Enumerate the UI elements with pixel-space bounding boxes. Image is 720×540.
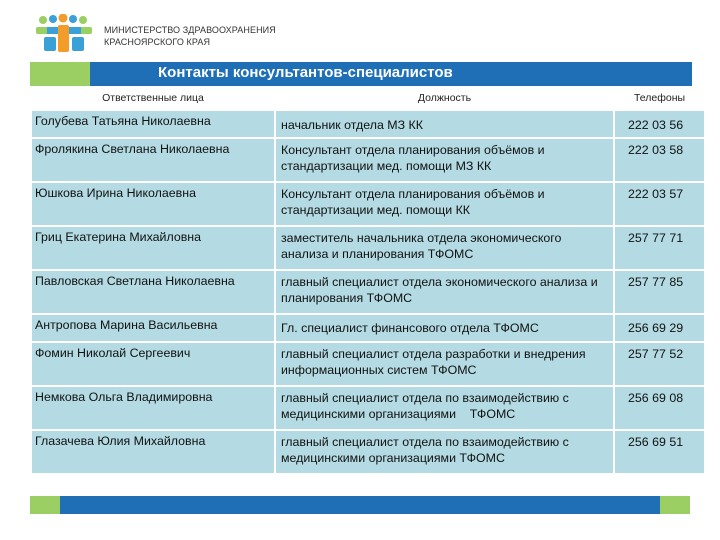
column-header-position: Должность <box>275 88 614 110</box>
contact-name: Фомин Николай Сергеевич <box>31 342 275 386</box>
contact-position: заместитель начальника отдела экономического анализа и планирования ТФОМС <box>275 226 614 270</box>
ministry-name-line1: МИНИСТЕРСТВО ЗДРАВООХРАНЕНИЯ <box>104 25 276 35</box>
contact-position: начальник отдела МЗ КК <box>275 110 614 138</box>
contact-position: главный специалист отдела по взаимодействию с медицинскими организациями ТФОМС <box>275 430 614 474</box>
contact-name: Немкова Ольга Владимировна <box>31 386 275 430</box>
table-row <box>31 342 705 386</box>
contact-name: Гриц Екатерина Михайловна <box>31 226 275 270</box>
contact-position: Консультант отдела планирования объёмов и стандартизации мед. помощи МЗ КК <box>275 138 614 182</box>
ministry-name-line2: КРАСНОЯРСКОГО КРАЯ <box>104 37 211 47</box>
contact-position: Консультант отдела планирования объёмов и стандартизации мед. помощи КК <box>275 182 614 226</box>
footer-accent-right <box>660 496 690 514</box>
contact-name: Павловская Светлана Николаевна <box>31 270 275 314</box>
footer-bar <box>60 496 660 514</box>
ministry-logo <box>36 14 92 54</box>
contact-position: главный специалист отдела экономического анализа и планирования ТФОМС <box>275 270 614 314</box>
contact-phone: 222 03 57 <box>614 182 705 226</box>
column-header-persons: Ответственные лица <box>31 88 275 110</box>
contact-name: Фролякина Светлана Николаевна <box>31 138 275 182</box>
table-row <box>31 110 705 138</box>
footer-accent-left <box>30 496 60 514</box>
contact-phone: 256 69 29 <box>614 314 705 342</box>
contact-phone: 222 03 58 <box>614 138 705 182</box>
table-header-row <box>31 88 705 110</box>
table-row <box>31 314 705 342</box>
contact-phone: 256 69 08 <box>614 386 705 430</box>
table-row <box>31 182 705 226</box>
page-title: Контакты консультантов-специалистов <box>158 64 453 81</box>
contact-phone: 257 77 85 <box>614 270 705 314</box>
contact-phone: 222 03 56 <box>614 110 705 138</box>
title-bar-accent <box>30 62 90 86</box>
table-row <box>31 430 705 474</box>
column-header-phones: Телефоны <box>614 88 705 110</box>
contact-position: главный специалист отдела по взаимодействию с медицинскими организациями ТФОМС <box>275 386 614 430</box>
ministry-name <box>104 24 276 48</box>
contact-phone: 256 69 51 <box>614 430 705 474</box>
table-row <box>31 226 705 270</box>
contact-phone: 257 77 52 <box>614 342 705 386</box>
contact-name: Юшкова Ирина Николаевна <box>31 182 275 226</box>
contacts-table <box>30 87 706 475</box>
table-row <box>31 386 705 430</box>
contact-position: Гл. специалист финансового отдела ТФОМС <box>275 314 614 342</box>
table-row <box>31 138 705 182</box>
table-row <box>31 270 705 314</box>
contact-name: Антропова Марина Васильевна <box>31 314 275 342</box>
contact-name: Глазачева Юлия Михайловна <box>31 430 275 474</box>
contact-position: главный специалист отдела разработки и внедрения информационных систем ТФОМС <box>275 342 614 386</box>
contact-phone: 257 77 71 <box>614 226 705 270</box>
contact-name: Голубева Татьяна Николаевна <box>31 110 275 138</box>
